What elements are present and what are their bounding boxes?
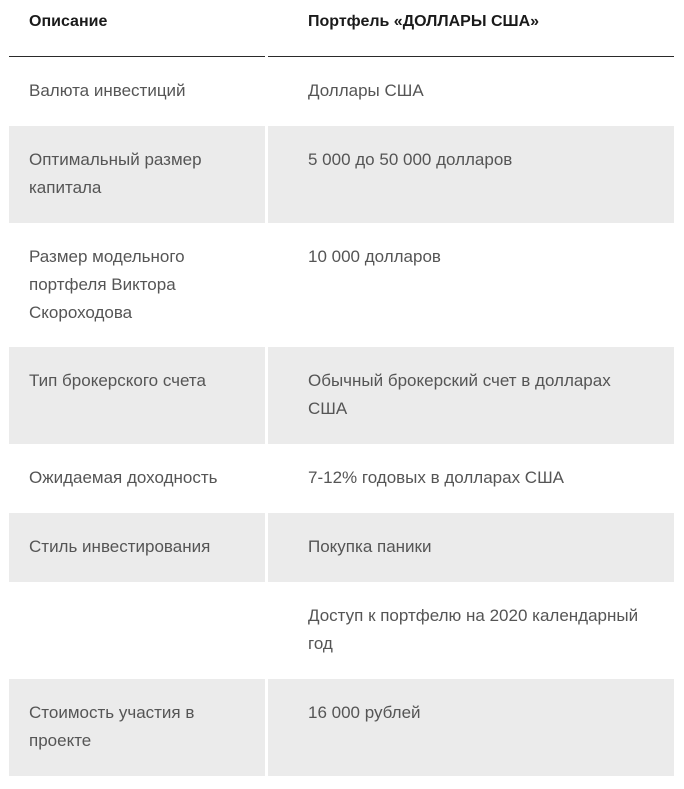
row-value: Обычный брокерский счет в долларах США	[308, 371, 611, 418]
table-row	[9, 513, 674, 582]
row-value: Доллары США	[308, 81, 424, 100]
table-row	[9, 126, 674, 223]
header-portfolio: Портфель «ДОЛЛАРЫ США»	[268, 0, 674, 57]
row-label: Валюта инвестиций	[29, 81, 186, 100]
table-row	[9, 223, 674, 347]
comparison-table	[9, 0, 674, 776]
row-value: 16 000 рублей	[308, 703, 421, 722]
header-description: Описание	[9, 0, 265, 57]
row-label: Стоимость участия в проекте	[29, 703, 195, 750]
table-header-row	[9, 0, 674, 57]
row-label: Стиль инвестирования	[29, 537, 211, 556]
row-label: Тип брокерского счета	[29, 371, 206, 390]
row-value: 5 000 до 50 000 долларов	[308, 150, 513, 169]
row-value: 10 000 долларов	[308, 247, 441, 266]
table-row	[9, 347, 674, 444]
row-label	[9, 582, 265, 679]
row-value: 7-12% годовых в долларах США	[308, 468, 564, 487]
row-label: Оптимальный размер капитала	[29, 150, 202, 197]
table-row	[9, 582, 674, 679]
row-label: Размер модельного портфеля Виктора Скороходова	[29, 247, 185, 322]
row-label: Ожидаемая доходность	[29, 468, 218, 487]
table-row	[9, 57, 674, 126]
table-row	[9, 444, 674, 513]
row-value: Доступ к портфелю на 2020 календарный год	[308, 606, 639, 653]
table-row	[9, 679, 674, 776]
row-value: Покупка паники	[308, 537, 432, 556]
